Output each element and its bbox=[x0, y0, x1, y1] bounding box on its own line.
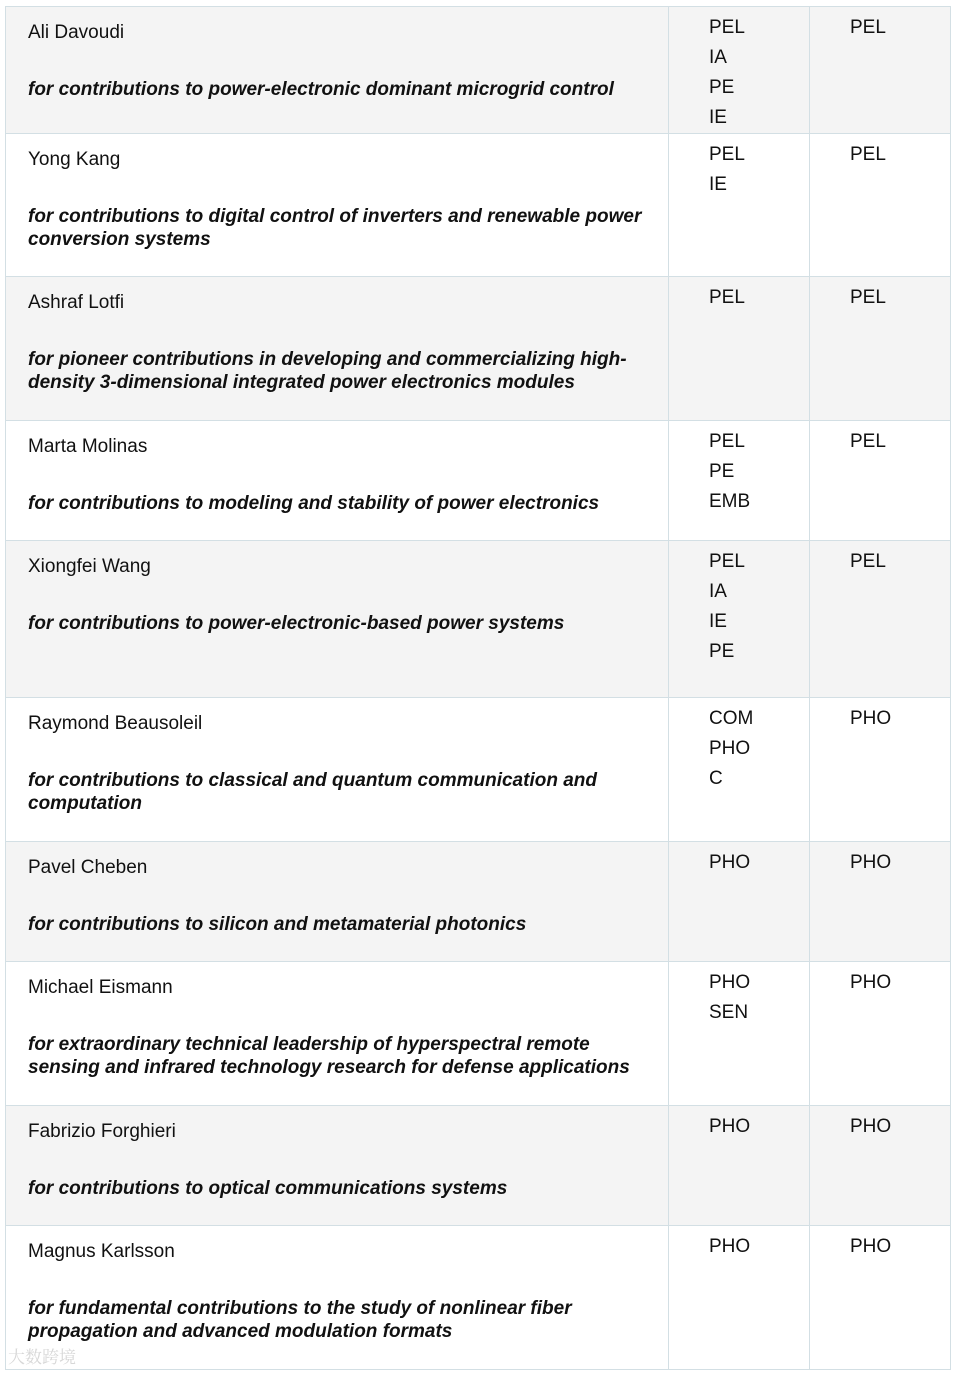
fellow-cell bbox=[6, 7, 669, 134]
fellow-name: Michael Eismann bbox=[28, 977, 173, 998]
fellow-citation: for contributions to modeling and stability of power electronics bbox=[28, 493, 600, 514]
table-row bbox=[6, 541, 951, 698]
evaluating-society-cell bbox=[810, 134, 951, 277]
societies-cell bbox=[669, 1226, 810, 1370]
fellow-name: Xiongfei Wang bbox=[28, 556, 151, 577]
society-code: COM bbox=[709, 708, 754, 729]
societies-cell bbox=[669, 134, 810, 277]
fellow-cell bbox=[6, 698, 669, 842]
societies-cell bbox=[669, 962, 810, 1106]
society-code: PHO bbox=[709, 1116, 751, 1137]
society-code: EMB bbox=[709, 491, 751, 512]
societies-cell bbox=[669, 541, 810, 698]
table-row bbox=[6, 1226, 951, 1370]
evaluating-society-cell bbox=[810, 421, 951, 541]
societies-cell bbox=[669, 842, 810, 962]
evaluating-society-code: PHO bbox=[850, 1116, 892, 1137]
societies-cell bbox=[669, 7, 810, 134]
table-row bbox=[6, 842, 951, 962]
society-code: PHO bbox=[709, 1236, 751, 1257]
table-row bbox=[6, 277, 951, 421]
evaluating-society-code: PHO bbox=[850, 972, 892, 993]
evaluating-society-code: PEL bbox=[850, 144, 886, 165]
fellow-cell bbox=[6, 421, 669, 541]
table-row bbox=[6, 7, 951, 134]
evaluating-society-code: PHO bbox=[850, 708, 892, 729]
fellow-name: Ashraf Lotfi bbox=[28, 292, 125, 313]
society-code: PHO bbox=[709, 972, 751, 993]
evaluating-society-cell bbox=[810, 698, 951, 842]
fellow-cell bbox=[6, 134, 669, 277]
evaluating-society-code: PHO bbox=[850, 1236, 892, 1257]
society-code: PEL bbox=[709, 287, 745, 308]
society-code: SEN bbox=[709, 1002, 749, 1023]
fellow-citation: for contributions to classical and quantum communication and computation bbox=[28, 770, 597, 814]
societies-cell bbox=[669, 421, 810, 541]
society-code: PEL bbox=[709, 551, 745, 572]
fellow-cell bbox=[6, 1106, 669, 1226]
evaluating-society-code: PEL bbox=[850, 551, 886, 572]
table-row bbox=[6, 1106, 951, 1226]
evaluating-society-cell bbox=[810, 1226, 951, 1370]
evaluating-society-cell bbox=[810, 1106, 951, 1226]
fellow-citation: for extraordinary technical leadership of hyperspectral remote sensing and infrared technology research for defense applications bbox=[28, 1034, 630, 1078]
societies-cell bbox=[669, 698, 810, 842]
fellows-table bbox=[5, 6, 951, 1370]
fellow-cell bbox=[6, 1226, 669, 1370]
fellow-citation: for contributions to silicon and metamaterial photonics bbox=[28, 914, 527, 935]
table-row bbox=[6, 421, 951, 541]
society-code: IE bbox=[709, 611, 727, 632]
evaluating-society-cell bbox=[810, 277, 951, 421]
fellow-name: Fabrizio Forghieri bbox=[28, 1121, 176, 1142]
fellow-cell bbox=[6, 962, 669, 1106]
table-row bbox=[6, 962, 951, 1106]
fellow-citation: for contributions to power-electronic dominant microgrid control bbox=[28, 79, 614, 100]
fellow-name: Yong Kang bbox=[28, 149, 121, 170]
fellow-name: Ali Davoudi bbox=[28, 22, 125, 43]
society-code: IE bbox=[709, 174, 727, 195]
evaluating-society-code: PEL bbox=[850, 17, 886, 38]
table-row bbox=[6, 134, 951, 277]
society-code: PEL bbox=[709, 144, 745, 165]
society-code: C bbox=[709, 768, 723, 789]
society-code: PEL bbox=[709, 17, 745, 38]
fellow-cell bbox=[6, 541, 669, 698]
society-code: IA bbox=[709, 47, 727, 68]
watermark: 大数跨境 bbox=[8, 1348, 76, 1368]
fellow-citation: for contributions to digital control of inverters and renewable power conversion systems bbox=[28, 206, 642, 250]
fellow-cell bbox=[6, 842, 669, 962]
fellow-citation: for fundamental contributions to the study of nonlinear fiber propagation and advanced modulation formats bbox=[28, 1298, 572, 1342]
society-code: PHO bbox=[709, 852, 751, 873]
society-code: PE bbox=[709, 641, 735, 662]
society-code: PHO bbox=[709, 738, 751, 759]
fellow-citation: for contributions to power-electronic-based power systems bbox=[28, 613, 565, 634]
society-code: IA bbox=[709, 581, 727, 602]
fellow-cell bbox=[6, 277, 669, 421]
society-code: PE bbox=[709, 77, 735, 98]
fellow-name: Pavel Cheben bbox=[28, 857, 148, 878]
societies-cell bbox=[669, 277, 810, 421]
fellow-name: Magnus Karlsson bbox=[28, 1241, 175, 1262]
evaluating-society-cell bbox=[810, 962, 951, 1106]
fellow-name: Raymond Beausoleil bbox=[28, 713, 203, 734]
society-code: IE bbox=[709, 107, 727, 128]
evaluating-society-code: PEL bbox=[850, 287, 886, 308]
evaluating-society-cell bbox=[810, 541, 951, 698]
fellow-citation: for contributions to optical communications systems bbox=[28, 1178, 508, 1199]
fellow-citation: for pioneer contributions in developing and commercializing high-density 3-dimensional integrated power electronics modules bbox=[28, 349, 627, 393]
evaluating-society-code: PEL bbox=[850, 431, 886, 452]
evaluating-society-cell bbox=[810, 7, 951, 134]
evaluating-society-code: PHO bbox=[850, 852, 892, 873]
society-code: PE bbox=[709, 461, 735, 482]
societies-cell bbox=[669, 1106, 810, 1226]
society-code: PEL bbox=[709, 431, 745, 452]
table-row bbox=[6, 698, 951, 842]
evaluating-society-cell bbox=[810, 842, 951, 962]
fellows-table-body bbox=[6, 7, 951, 1370]
fellow-name: Marta Molinas bbox=[28, 436, 148, 457]
